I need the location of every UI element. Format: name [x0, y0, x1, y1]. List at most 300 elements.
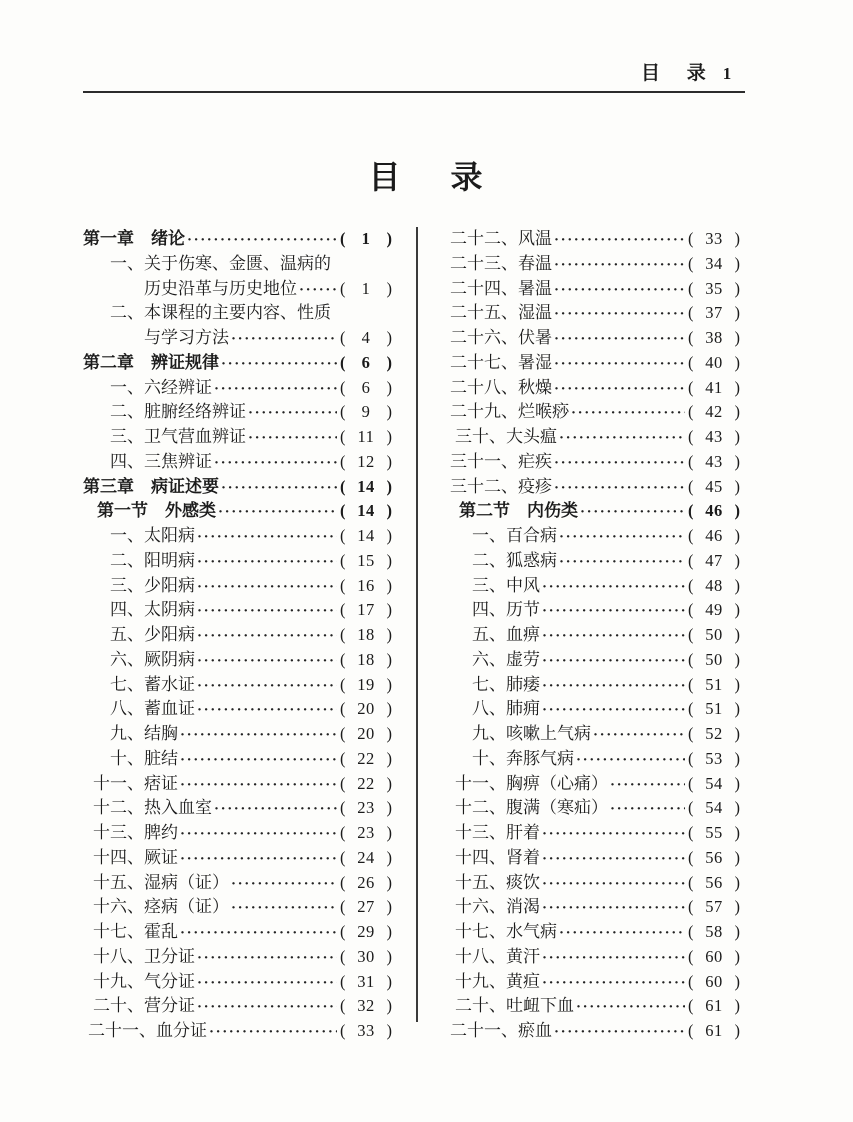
page-number-value: ( 1 [361, 229, 371, 248]
toc-entry [83, 895, 392, 920]
toc-entry-page-number [340, 524, 392, 549]
dot-leader [209, 1020, 337, 1045]
toc-entry-page-number [688, 400, 740, 425]
dot-leader [542, 971, 685, 996]
toc-entry [83, 821, 392, 846]
page-number-value: ( 60 [705, 946, 723, 966]
dot-leader [542, 847, 685, 872]
toc-entry-label: 十、脏结 [110, 748, 178, 768]
dot-leader [218, 500, 337, 525]
toc-entry [83, 772, 392, 797]
toc-entry-page-number [340, 450, 392, 475]
page-number-value: ( 56 [705, 872, 723, 892]
toc-entry-label: 十二、热入血室 [93, 798, 212, 818]
toc-entry-page-number [688, 722, 740, 747]
toc-entry [83, 970, 392, 995]
page-number-value: ( 14 [357, 476, 375, 496]
dot-leader [180, 822, 337, 847]
toc-entry-label: 五、血痹 [472, 625, 540, 644]
toc-entry [83, 574, 392, 599]
toc-entry [83, 846, 392, 871]
page-number-value: ( 49 [705, 600, 723, 620]
dot-leader [187, 228, 337, 253]
toc-entry [445, 722, 740, 747]
page-number-value: ( 41 [705, 377, 723, 397]
toc-entry-label: 十九、黄疸 [455, 971, 540, 991]
toc-entry-page-number [688, 549, 740, 574]
toc-entry-label: 七、蓄水证 [110, 674, 195, 694]
toc-entry [83, 1019, 392, 1044]
dot-leader [180, 921, 337, 946]
toc-entry-label: 十八、卫分证 [93, 946, 195, 966]
dot-leader [248, 426, 337, 451]
page-number-value: ( 60 [705, 971, 723, 991]
toc-entry-page-number [688, 871, 740, 896]
toc-entry-page-number [340, 945, 392, 970]
toc-entry-page-number [688, 673, 740, 698]
toc-entry-page-number [688, 747, 740, 772]
dot-leader [542, 872, 685, 897]
toc-entry-label: 五、少阳病 [110, 625, 195, 644]
dot-leader [221, 352, 337, 377]
dot-leader [231, 872, 337, 897]
dot-leader [197, 698, 337, 723]
toc-entry-label: 十一、胸痹（心痛） [455, 773, 608, 793]
toc-entry-label: 十三、肝着 [455, 823, 540, 842]
toc-entry [445, 524, 740, 549]
toc-entry-page-number [340, 277, 392, 302]
page-number-value: ( 29 [357, 922, 375, 941]
toc-entry [445, 772, 740, 797]
toc-entry [83, 623, 392, 648]
toc-entry-label: 十五、痰饮 [455, 872, 540, 892]
page-number-value: ( 33 [357, 1021, 375, 1040]
toc-entry [445, 945, 740, 970]
toc-entry [83, 524, 392, 549]
page-number-value: ( 6 [361, 377, 371, 397]
page-number-value: ( 14 [357, 501, 375, 521]
page-number-value: ( 27 [357, 897, 375, 917]
toc-entry [445, 475, 740, 500]
toc-entry [83, 425, 392, 450]
toc-entry-label: 十八、黄汗 [455, 946, 540, 966]
toc-entry [445, 846, 740, 871]
page-number-value: ( 58 [705, 922, 723, 941]
toc-entry [445, 376, 740, 401]
toc-entry-page-number [688, 598, 740, 623]
toc-entry-page-number [688, 450, 740, 475]
toc-entry-page-number [688, 648, 740, 673]
toc-entry-page-number [340, 673, 392, 698]
toc-entry-page-number [688, 920, 740, 945]
page-number-value: ( 56 [705, 847, 723, 867]
page-number-value: ( 6 [361, 352, 371, 372]
dot-leader [554, 1020, 685, 1045]
toc-entry-page-number [688, 895, 740, 920]
toc-entry [83, 994, 392, 1019]
dot-leader [580, 500, 685, 525]
dot-leader [197, 995, 337, 1020]
toc-entry-label: 二十三、春温 [450, 253, 552, 273]
toc-entry-label: 一、百合病 [472, 526, 557, 545]
page-number-value: ( 34 [705, 253, 723, 273]
toc-entry-page-number [688, 524, 740, 549]
toc-entry-label: 十九、气分证 [93, 971, 195, 991]
toc-entry-label: 十三、脾约 [93, 823, 178, 842]
page-number-value: ( 43 [705, 427, 723, 446]
page-number-value: ( 18 [357, 649, 375, 669]
dot-leader [554, 377, 685, 402]
toc-entry-page-number [340, 475, 392, 500]
page-number-value: ( 26 [357, 872, 375, 892]
toc-entry [445, 796, 740, 821]
toc-entry [83, 871, 392, 896]
page-number-value: ( 51 [705, 699, 723, 719]
toc-entry [445, 326, 740, 351]
running-header [641, 58, 731, 85]
toc-entry-page-number [340, 722, 392, 747]
dot-leader [197, 946, 337, 971]
dot-leader [554, 451, 685, 476]
toc-entry-page-number [688, 970, 740, 995]
dot-leader [559, 550, 685, 575]
dot-leader [576, 995, 685, 1020]
toc-entry-label: 二、本课程的主要内容、性质 [110, 303, 331, 323]
dot-leader [542, 624, 685, 649]
dot-leader [542, 822, 685, 847]
page-number-value: ( 11 [357, 427, 375, 446]
toc-entry-label: 二十、吐衄下血 [455, 996, 574, 1016]
dot-leader [542, 698, 685, 723]
toc-entry-page-number [688, 425, 740, 450]
dot-leader [542, 896, 685, 921]
toc-entry [83, 277, 392, 302]
dot-leader [559, 525, 685, 550]
page-number-value: ( 22 [357, 773, 375, 793]
toc-entry-label: 第三章 病证述要 [83, 476, 219, 496]
dot-leader [231, 327, 337, 352]
toc-entry-page-number [688, 499, 740, 524]
dot-leader [542, 649, 685, 674]
toc-entry-label: 八、蓄血证 [110, 699, 195, 719]
page-number-value: ( 24 [357, 847, 375, 867]
dot-leader [197, 971, 337, 996]
page-number-value: ( 33 [705, 229, 723, 248]
toc-entry-page-number [340, 425, 392, 450]
dot-leader [180, 773, 337, 798]
toc-entry-label: 十六、痉病（证） [93, 897, 229, 917]
toc-entry-page-number [340, 1019, 392, 1044]
toc-entry-page-number [340, 846, 392, 871]
toc-entry [445, 425, 740, 450]
toc-entry [83, 252, 392, 277]
toc-entry-label: 二十六、伏暑 [450, 328, 552, 347]
toc-entry [445, 227, 740, 252]
toc-entry-page-number [688, 301, 740, 326]
toc-entry-label: 一、关于伤寒、金匮、温病的 [110, 253, 331, 273]
page-number-value: ( 55 [705, 823, 723, 842]
toc-entry [445, 697, 740, 722]
page-number-value: ( 1 [361, 278, 371, 298]
toc-entry-label: 四、三焦辨证 [110, 451, 212, 471]
toc-entry-label: 与学习方法 [144, 328, 229, 347]
toc-entry-label: 二十一、瘀血 [450, 1021, 552, 1040]
toc-entry-label: 十四、厥证 [93, 847, 178, 867]
running-header-page-number: 1 [722, 64, 732, 83]
dot-leader [221, 476, 337, 501]
toc-entry-page-number [340, 376, 392, 401]
toc-entry [445, 970, 740, 995]
toc-body [83, 227, 740, 1044]
toc-entry [83, 450, 392, 475]
running-header-title: 目 录 [641, 63, 707, 84]
page-number-value: ( 46 [705, 526, 723, 545]
toc-entry-label: 四、历节 [472, 600, 540, 620]
dot-leader [576, 748, 685, 773]
toc-entry-page-number [688, 945, 740, 970]
toc-entry [445, 301, 740, 326]
page-number-value: ( 12 [357, 451, 375, 471]
page-number-value: ( 61 [705, 996, 723, 1016]
dot-leader [610, 797, 685, 822]
toc-entry-page-number [688, 796, 740, 821]
toc-entry-label: 十二、腹满（寒疝） [455, 798, 608, 818]
toc-entry-page-number [688, 376, 740, 401]
toc-entry [83, 673, 392, 698]
toc-entry-label: 二十八、秋燥 [450, 377, 552, 397]
toc-entry-page-number [340, 549, 392, 574]
dot-leader [542, 674, 685, 699]
page-number-value: ( 42 [705, 402, 723, 422]
dot-leader [197, 674, 337, 699]
page-number-value: ( 30 [357, 946, 375, 966]
page-number-value: ( 15 [357, 550, 375, 570]
toc-entry-label: 第二章 辨证规律 [83, 352, 219, 372]
toc-entry [445, 252, 740, 277]
dot-leader [559, 426, 685, 451]
toc-entry-page-number [688, 821, 740, 846]
toc-entry-label: 三十、大头瘟 [455, 427, 557, 446]
toc-entry [83, 475, 392, 500]
toc-entry-page-number [688, 697, 740, 722]
toc-entry-label: 第一章 绪论 [83, 229, 185, 248]
dot-leader [248, 401, 337, 426]
dot-leader [197, 550, 337, 575]
toc-entry [445, 450, 740, 475]
toc-entry [83, 351, 392, 376]
page-number-value: ( 17 [357, 600, 375, 620]
toc-entry-page-number [688, 227, 740, 252]
toc-entry-label: 三、中风 [472, 575, 540, 595]
toc-entry-label: 十六、消渴 [455, 897, 540, 917]
toc-entry [83, 598, 392, 623]
toc-entry [83, 326, 392, 351]
toc-entry-page-number [340, 821, 392, 846]
toc-entry-label: 十五、湿病（证） [93, 872, 229, 892]
page-number-value: ( 22 [357, 748, 375, 768]
toc-entry [83, 301, 392, 326]
page-number-value: ( 9 [361, 402, 371, 422]
toc-entry-label: 二十九、烂喉痧 [450, 402, 569, 422]
page-number-value: ( 48 [705, 575, 723, 595]
toc-entry [83, 945, 392, 970]
dot-leader [197, 624, 337, 649]
toc-entry-label: 十、奔豚气病 [472, 748, 574, 768]
toc-entry [445, 277, 740, 302]
page-number-value: ( 40 [705, 352, 723, 372]
toc-entry [445, 351, 740, 376]
dot-leader [593, 723, 685, 748]
toc-entry-label: 二、脏腑经络辨证 [110, 402, 246, 422]
toc-entry-label: 二十、营分证 [93, 996, 195, 1016]
page-number-value: ( 52 [705, 724, 723, 743]
toc-entry-page-number [688, 326, 740, 351]
toc-entry-page-number [340, 648, 392, 673]
dot-leader [180, 748, 337, 773]
toc-entry-label: 历史沿革与历史地位 [144, 278, 297, 298]
page-number-value: ( 20 [357, 699, 375, 719]
dot-leader [214, 451, 337, 476]
dot-leader [180, 847, 337, 872]
toc-column-left [83, 227, 392, 1044]
toc-entry-page-number [340, 796, 392, 821]
dot-leader [197, 649, 337, 674]
dot-leader [180, 723, 337, 748]
toc-entry-label: 二十四、暑温 [450, 278, 552, 298]
toc-entry-page-number [688, 772, 740, 797]
toc-entry [445, 598, 740, 623]
page-number-value: ( 46 [705, 501, 723, 521]
page-number-value: ( 43 [705, 451, 723, 471]
toc-entry-page-number [340, 697, 392, 722]
dot-leader [554, 476, 685, 501]
toc-entry-page-number [688, 1019, 740, 1044]
toc-entry-label: 三十二、疫疹 [450, 476, 552, 496]
page-number-value: ( 54 [705, 798, 723, 818]
toc-entry [83, 722, 392, 747]
page-number-value: ( 47 [705, 550, 723, 570]
toc-entry-page-number [688, 475, 740, 500]
page-number-value: ( 45 [705, 476, 723, 496]
page-number-value: ( 61 [705, 1021, 723, 1040]
dot-leader [542, 946, 685, 971]
page-number-value: ( 16 [357, 575, 375, 595]
toc-entry [445, 920, 740, 945]
toc-entry-page-number [340, 623, 392, 648]
toc-entry-page-number [340, 871, 392, 896]
page-title: 目 录 [368, 159, 485, 195]
toc-entry-label: 三、卫气营血辨证 [110, 427, 246, 446]
toc-entry-label: 六、虚劳 [472, 649, 540, 669]
toc-entry-label: 三十一、疟疾 [450, 451, 552, 471]
toc-entry [445, 648, 740, 673]
page-number-value: ( 18 [357, 625, 375, 644]
toc-entry-label: 十一、痞证 [93, 773, 178, 793]
toc-entry-label: 七、肺痿 [472, 674, 540, 694]
toc-entry-label: 三、少阳病 [110, 575, 195, 595]
toc-entry [445, 574, 740, 599]
toc-entry-label: 第一节 外感类 [97, 501, 216, 521]
toc-entry-label: 十四、肾着 [455, 847, 540, 867]
toc-entry-page-number [340, 895, 392, 920]
toc-entry-label: 九、结胸 [110, 724, 178, 743]
toc-entry-label: 一、太阳病 [110, 526, 195, 545]
toc-entry-label: 二、阳明病 [110, 550, 195, 570]
toc-entry [445, 1019, 740, 1044]
dot-leader [197, 525, 337, 550]
toc-entry-label: 四、太阴病 [110, 600, 195, 620]
toc-entry-page-number [340, 920, 392, 945]
toc-entry-label: 二、狐惑病 [472, 550, 557, 570]
toc-entry-label: 一、六经辨证 [110, 377, 212, 397]
page-number-value: ( 53 [705, 748, 723, 768]
toc-entry-label: 二十五、湿温 [450, 303, 552, 323]
dot-leader [214, 377, 337, 402]
toc-entry-page-number [340, 574, 392, 599]
toc-entry [445, 994, 740, 1019]
toc-entry [83, 227, 392, 252]
toc-entry-page-number [340, 598, 392, 623]
toc-entry-page-number [340, 994, 392, 1019]
page-number-value: ( 50 [705, 649, 723, 669]
page-number-value: ( 20 [357, 724, 375, 743]
toc-entry [445, 673, 740, 698]
dot-leader [214, 797, 337, 822]
toc-entry-page-number [688, 351, 740, 376]
toc-entry-label: 二十二、风温 [450, 229, 552, 248]
toc-entry [83, 376, 392, 401]
toc-entry [83, 549, 392, 574]
toc-entry-page-number [340, 747, 392, 772]
page-number-value: ( 23 [357, 798, 375, 818]
toc-entry-page-number [340, 326, 392, 351]
page-number-value: ( 37 [705, 303, 723, 323]
column-divider [416, 227, 418, 1022]
toc-entry-page-number [340, 970, 392, 995]
toc-entry [445, 871, 740, 896]
toc-entry [445, 747, 740, 772]
toc-entry [83, 747, 392, 772]
toc-entry-page-number [340, 499, 392, 524]
dot-leader [542, 575, 685, 600]
toc-entry [445, 895, 740, 920]
dot-leader [559, 921, 685, 946]
toc-column-right [445, 227, 740, 1044]
header-rule [83, 91, 745, 93]
toc-entry-label: 八、肺痈 [472, 699, 540, 719]
dot-leader [542, 599, 685, 624]
dot-leader [197, 599, 337, 624]
dot-leader [554, 302, 685, 327]
toc-entry [83, 499, 392, 524]
toc-entry-label: 二十七、暑湿 [450, 352, 552, 372]
toc-entry-label: 第二节 内伤类 [459, 501, 578, 521]
page-number-value: ( 35 [705, 278, 723, 298]
dot-leader [299, 278, 337, 303]
toc-entry-page-number [688, 252, 740, 277]
toc-entry-page-number [340, 400, 392, 425]
toc-entry [445, 400, 740, 425]
page-number-value: ( 4 [361, 328, 371, 347]
toc-entry [445, 499, 740, 524]
toc-entry-page-number [688, 574, 740, 599]
toc-entry-label: 九、咳嗽上气病 [472, 724, 591, 743]
page-number-value: ( 23 [357, 823, 375, 842]
toc-entry-label: 十七、水气病 [455, 922, 557, 941]
page-number-value: ( 38 [705, 328, 723, 347]
page-number-value: ( 51 [705, 674, 723, 694]
toc-entry [445, 623, 740, 648]
